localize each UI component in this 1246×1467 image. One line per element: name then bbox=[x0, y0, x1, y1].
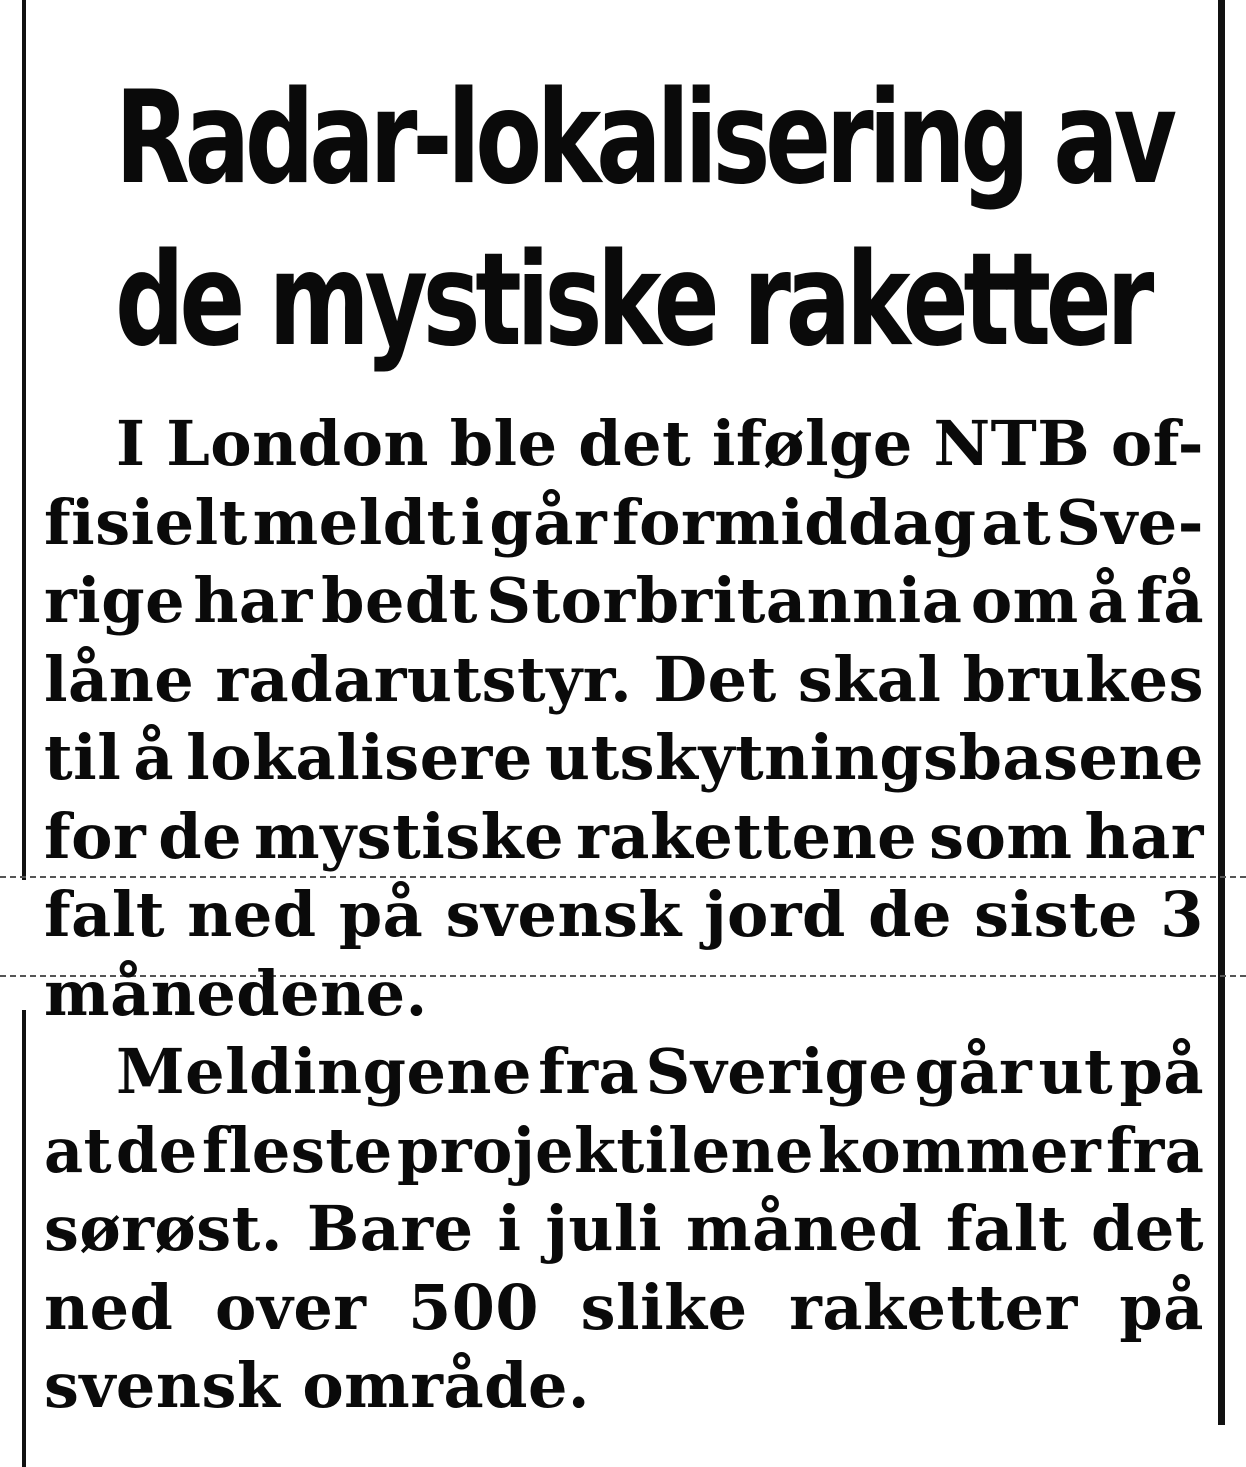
word: at bbox=[44, 1113, 113, 1187]
word: de bbox=[868, 878, 952, 951]
word: jord bbox=[704, 878, 846, 951]
word: falt bbox=[946, 1192, 1068, 1265]
word: projektilene bbox=[397, 1113, 814, 1187]
word: svensk bbox=[44, 1349, 281, 1422]
word: få bbox=[1136, 564, 1204, 637]
word: siste bbox=[974, 878, 1139, 951]
text-line bbox=[44, 798, 1204, 877]
word: Meldingene bbox=[116, 1035, 532, 1108]
text-line bbox=[44, 562, 1204, 641]
word: meldt bbox=[252, 485, 456, 559]
word: London bbox=[166, 407, 430, 480]
text-line bbox=[44, 1033, 1204, 1112]
word: har bbox=[193, 564, 313, 637]
text-line bbox=[44, 876, 1204, 955]
text-line bbox=[44, 484, 1204, 563]
word: ut bbox=[1038, 1035, 1114, 1108]
word: 500 bbox=[408, 1270, 540, 1344]
word: som bbox=[929, 799, 1073, 873]
word: på bbox=[1119, 1270, 1204, 1344]
word: rige bbox=[44, 564, 186, 637]
word: det bbox=[578, 407, 692, 480]
word: 3 bbox=[1160, 878, 1204, 951]
word: Storbritannia bbox=[486, 564, 963, 637]
word: NTB bbox=[933, 407, 1091, 480]
word: fra bbox=[538, 1035, 640, 1108]
word: at bbox=[981, 485, 1052, 559]
word: går bbox=[489, 485, 608, 559]
word: på bbox=[1119, 1035, 1204, 1108]
word: låne bbox=[44, 642, 195, 716]
word: utskytningsbasene bbox=[544, 721, 1204, 794]
text-line bbox=[44, 1112, 1204, 1191]
word: Det bbox=[653, 642, 777, 716]
word: de bbox=[116, 1113, 198, 1187]
word: fleste bbox=[202, 1113, 393, 1187]
paragraph-2 bbox=[44, 1033, 1204, 1426]
text-line bbox=[44, 405, 1204, 484]
word: har bbox=[1084, 799, 1204, 873]
word: ifølge bbox=[711, 407, 913, 480]
word: å bbox=[133, 721, 175, 794]
headline bbox=[115, 58, 1172, 382]
word: sørøst. bbox=[44, 1192, 283, 1265]
word: lokalisere bbox=[186, 721, 533, 794]
word: bedt bbox=[321, 564, 478, 637]
word: Sverige bbox=[645, 1035, 909, 1108]
word: brukes bbox=[962, 642, 1204, 716]
word: fra bbox=[1105, 1113, 1204, 1187]
word: måned bbox=[685, 1192, 923, 1265]
word: formiddag bbox=[611, 485, 977, 559]
word: over bbox=[214, 1270, 367, 1344]
word: juli bbox=[545, 1192, 663, 1265]
word: Bare bbox=[306, 1192, 474, 1265]
word: kommer bbox=[818, 1113, 1102, 1187]
headline-line-2: de mystiske raketter bbox=[115, 226, 1150, 375]
word: ned bbox=[187, 878, 317, 951]
column-rule-left-upper bbox=[22, 0, 26, 880]
word: i bbox=[460, 485, 485, 559]
word: radarutstyr. bbox=[215, 642, 633, 716]
word: slike bbox=[580, 1270, 748, 1344]
headline-line-1: Radar-lokalisering av bbox=[115, 64, 1172, 213]
word: i bbox=[497, 1192, 522, 1265]
column-rule-right bbox=[1218, 0, 1225, 1425]
word: I bbox=[116, 407, 146, 480]
word: svensk bbox=[445, 878, 682, 951]
word: område. bbox=[302, 1349, 591, 1422]
word: Sve- bbox=[1055, 485, 1204, 559]
word: de bbox=[158, 799, 243, 873]
word: for bbox=[44, 799, 147, 873]
word: rakettene bbox=[576, 799, 918, 873]
word: skal bbox=[797, 642, 942, 716]
text-line bbox=[44, 1190, 1204, 1269]
word: falt bbox=[44, 878, 166, 951]
text-line bbox=[44, 955, 1204, 1034]
paragraph-1 bbox=[44, 405, 1204, 1033]
text-line bbox=[44, 641, 1204, 720]
word: månedene. bbox=[44, 956, 428, 1030]
word: går bbox=[914, 1035, 1033, 1108]
word: raketter bbox=[789, 1270, 1078, 1344]
word: ned bbox=[44, 1270, 174, 1344]
word: å bbox=[1087, 564, 1128, 637]
word: om bbox=[970, 564, 1079, 637]
word: det bbox=[1091, 1192, 1204, 1265]
word: of- bbox=[1110, 407, 1204, 480]
article-body bbox=[44, 405, 1204, 1426]
word: mystiske bbox=[254, 799, 565, 873]
text-line bbox=[44, 1347, 1204, 1426]
text-line bbox=[44, 1269, 1204, 1348]
word: ble bbox=[449, 407, 558, 480]
text-line bbox=[44, 719, 1204, 798]
word: fisielt bbox=[44, 485, 248, 559]
word: på bbox=[338, 878, 424, 951]
column-rule-left-lower bbox=[22, 1010, 26, 1467]
word: til bbox=[44, 721, 122, 794]
